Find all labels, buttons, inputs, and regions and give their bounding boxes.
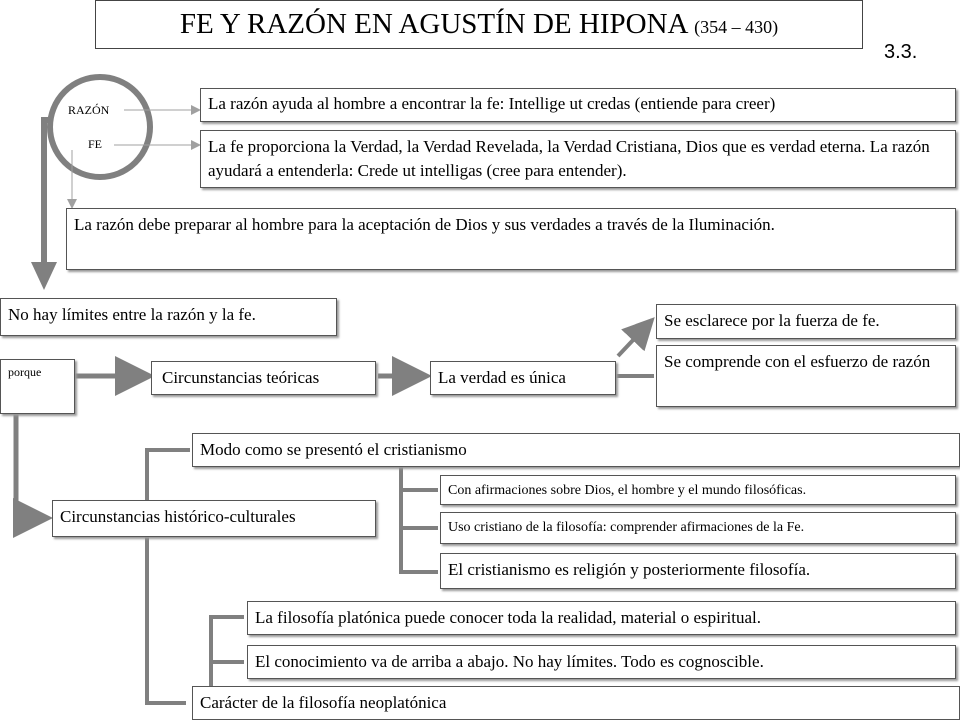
reason-statement-box — [200, 88, 956, 122]
title-text: FE Y RAZÓN EN AGUSTÍN DE HIPONA — [179, 8, 687, 40]
by-faith-box — [656, 304, 956, 339]
page-title — [95, 0, 863, 49]
bracket-historicas-modo — [147, 450, 190, 500]
historical-item-3 — [440, 553, 956, 589]
truth-label: La verdad es única — [438, 368, 566, 387]
porque-box — [0, 359, 75, 414]
historical-item-1-text: Con afirmaciones sobre Dios, el hombre y el mundo filosóficas. — [448, 483, 807, 498]
faith-statement: La fe proporciona la Verdad, la Verdad Revelada, la Verdad Cristiana, Dios que es verdad eterna. La razón ayudará a entenderla: Crede ut intelligas (cree para entender). — [208, 137, 930, 180]
illumination-box — [66, 208, 956, 270]
mode-text: Modo como se presentó el cristianismo — [200, 440, 467, 459]
neoplatonic-box — [192, 686, 960, 720]
historical-item-2 — [440, 512, 956, 544]
arrow-verdad-fe — [618, 320, 652, 356]
by-reason-box — [656, 345, 956, 407]
arrow-porque-historicas — [16, 413, 48, 518]
faith-statement-box — [200, 130, 956, 188]
historical-box — [52, 500, 376, 537]
historical-item-2-text: Uso cristiano de la filosofía: comprender afirmaciones de la Fe. — [448, 520, 805, 535]
neoplatonic-item-1-text: La filosofía platónica puede conocer toda la realidad, material o espiritual. — [255, 608, 762, 627]
truth-box — [430, 361, 616, 395]
section-number: 3.3. — [884, 41, 918, 63]
title-years: (354 – 430) — [694, 17, 779, 37]
bracket-modo-items — [401, 465, 438, 572]
neoplatonic-item-2-text: El conocimiento va de arriba a abajo. No hay límites. Todo es cognoscible. — [255, 652, 764, 671]
neoplatonic-item-1 — [247, 601, 956, 635]
theoretical-box — [151, 361, 376, 395]
bracket-neoplatonica-items — [211, 617, 244, 690]
by-faith-text: Se esclarece por la fuerza de fe. — [664, 311, 880, 330]
neoplatonic-item-2 — [247, 645, 956, 679]
theoretical-label: Circunstancias teóricas — [162, 368, 320, 387]
neoplatonic-label: Carácter de la filosofía neoplatónica — [200, 693, 447, 712]
illumination-text: La razón debe preparar al hombre para la aceptación de Dios y sus verdades a través de la Iluminación. — [74, 215, 775, 234]
historical-item-1 — [440, 475, 956, 505]
no-limits-box — [0, 298, 337, 336]
razon-label: RAZÓN — [68, 103, 110, 117]
reason-faith-circle — [50, 77, 150, 177]
porque-text: porque — [8, 365, 42, 379]
mode-box — [192, 433, 960, 467]
no-limits-text: No hay límites entre la razón y la fe. — [8, 305, 256, 324]
historical-item-3-text: El cristianismo es religión y posteriormente filosofía. — [448, 560, 811, 579]
reason-statement: La razón ayuda al hombre a encontrar la fe: Intellige ut credas (entiende para creer) — [208, 94, 776, 113]
fe-label: FE — [88, 137, 103, 151]
historical-label: Circunstancias histórico-culturales — [60, 507, 296, 526]
arrow-historicas-neoplatonica — [147, 537, 186, 703]
by-reason-text: Se comprende con el esfuerzo de razón — [664, 352, 931, 371]
